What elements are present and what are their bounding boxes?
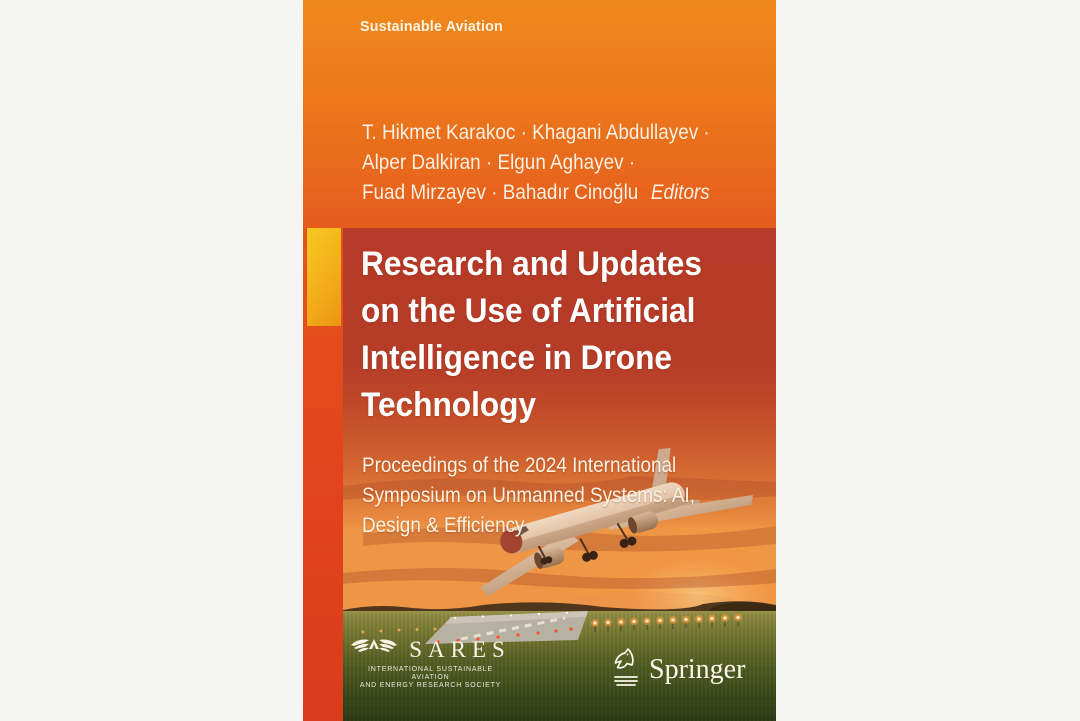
title-line: Research and Updates: [361, 245, 702, 283]
title-line: on the Use of Artificial: [361, 292, 696, 330]
subtitle-line: Symposium on Unmanned Systems: AI,: [362, 484, 695, 507]
editors-line: [362, 178, 710, 208]
sares-wordmark: SARES: [409, 636, 511, 662]
editors-block: [362, 118, 710, 208]
accent-square: [307, 228, 341, 326]
book-subtitle: [362, 451, 695, 541]
title-line: Intelligence in Drone: [361, 339, 672, 377]
springer-wordmark: Springer: [649, 653, 746, 685]
editors-line: Alper Dalkiran · Elgun Aghayev ·: [362, 151, 636, 174]
subtitle-line: Design & Efficiency: [362, 514, 525, 537]
sares-logo: [358, 636, 511, 690]
title-line: Technology: [361, 386, 537, 424]
springer-knight-icon: [611, 646, 641, 693]
series-title: Sustainable Aviation: [360, 18, 503, 35]
publisher-logo: [611, 646, 745, 693]
sares-tagline: INTERNATIONAL SUSTAINABLE AVIATION AND ENERGY RESEARCH SOCIETY: [359, 666, 502, 689]
editors-role-label: Editors: [650, 181, 710, 204]
editors-line: T. Hikmet Karakoc · Khagani Abdullayev ·: [362, 121, 710, 144]
editors-line-names: Fuad Mirzayev · Bahadır Cinoğlu: [362, 181, 639, 204]
book-title: [361, 241, 702, 429]
book-cover: [303, 0, 776, 721]
subtitle-line: Proceedings of the 2024 International: [362, 454, 677, 477]
sares-wings-icon: [350, 636, 398, 663]
